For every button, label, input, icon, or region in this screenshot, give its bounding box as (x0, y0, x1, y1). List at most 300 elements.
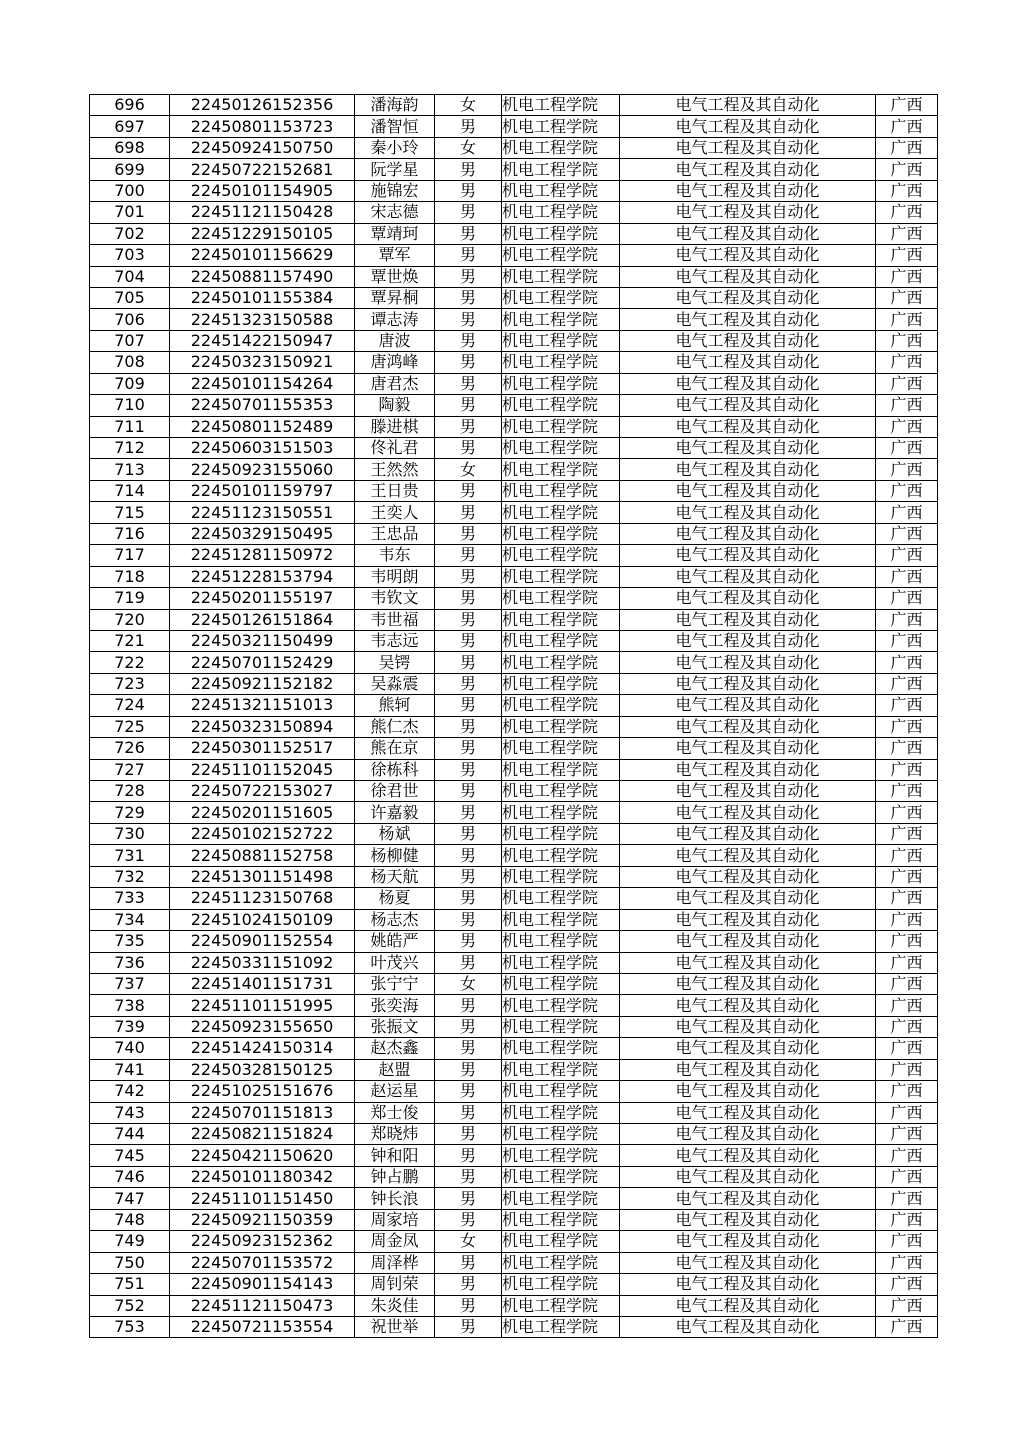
province-cell: 广西 (876, 823, 938, 844)
row-number-cell: 751 (90, 1274, 170, 1295)
table-row (90, 1102, 938, 1123)
student-name-cell: 周钊荣 (355, 1274, 435, 1295)
table-row (90, 1166, 938, 1187)
major-cell: 电气工程及其自动化 (620, 480, 876, 501)
province-cell: 广西 (876, 416, 938, 437)
gender-cell: 男 (435, 1038, 502, 1059)
student-name-cell: 佟礼君 (355, 438, 435, 459)
student-id-cell: 22450701151813 (170, 1102, 355, 1123)
college-cell: 机电工程学院 (502, 523, 620, 544)
student-id-cell: 22450881157490 (170, 266, 355, 287)
row-number-cell: 753 (90, 1316, 170, 1337)
row-number-cell: 711 (90, 416, 170, 437)
row-number-cell: 725 (90, 716, 170, 737)
gender-cell: 女 (435, 95, 502, 116)
major-cell: 电气工程及其自动化 (620, 1295, 876, 1316)
student-name-cell: 熊仁杰 (355, 716, 435, 737)
province-cell: 广西 (876, 309, 938, 330)
gender-cell: 男 (435, 1252, 502, 1273)
major-cell: 电气工程及其自动化 (620, 823, 876, 844)
row-number-cell: 745 (90, 1145, 170, 1166)
gender-cell: 男 (435, 1209, 502, 1230)
row-number-cell: 741 (90, 1059, 170, 1080)
student-name-cell: 张振文 (355, 1016, 435, 1037)
row-number-cell: 749 (90, 1231, 170, 1252)
table-row (90, 502, 938, 523)
student-id-cell: 22450201151605 (170, 802, 355, 823)
college-cell: 机电工程学院 (502, 609, 620, 630)
college-cell: 机电工程学院 (502, 223, 620, 244)
table-row (90, 1252, 938, 1273)
major-cell: 电气工程及其自动化 (620, 845, 876, 866)
gender-cell: 男 (435, 588, 502, 609)
major-cell: 电气工程及其自动化 (620, 459, 876, 480)
major-cell: 电气工程及其自动化 (620, 952, 876, 973)
table-row (90, 673, 938, 694)
student-name-cell: 宋志德 (355, 202, 435, 223)
college-cell: 机电工程学院 (502, 159, 620, 180)
major-cell: 电气工程及其自动化 (620, 1016, 876, 1037)
table-row (90, 995, 938, 1016)
table-row (90, 845, 938, 866)
college-cell: 机电工程学院 (502, 395, 620, 416)
student-id-cell: 22450821151824 (170, 1124, 355, 1145)
student-id-cell: 22451025151676 (170, 1081, 355, 1102)
gender-cell: 男 (435, 309, 502, 330)
college-cell: 机电工程学院 (502, 673, 620, 694)
major-cell: 电气工程及其自动化 (620, 223, 876, 244)
table-row (90, 1081, 938, 1102)
college-cell: 机电工程学院 (502, 180, 620, 201)
student-id-cell: 22451228153794 (170, 566, 355, 587)
student-name-cell: 杨志杰 (355, 909, 435, 930)
major-cell: 电气工程及其自动化 (620, 695, 876, 716)
table-row (90, 545, 938, 566)
gender-cell: 男 (435, 802, 502, 823)
row-number-cell: 733 (90, 888, 170, 909)
gender-cell: 男 (435, 566, 502, 587)
student-id-cell: 22450301152517 (170, 738, 355, 759)
student-name-cell: 吴锷 (355, 652, 435, 673)
province-cell: 广西 (876, 1231, 938, 1252)
province-cell: 广西 (876, 502, 938, 523)
college-cell: 机电工程学院 (502, 716, 620, 737)
province-cell: 广西 (876, 695, 938, 716)
table-row (90, 1274, 938, 1295)
gender-cell: 男 (435, 1316, 502, 1337)
college-cell: 机电工程学院 (502, 1188, 620, 1209)
major-cell: 电气工程及其自动化 (620, 588, 876, 609)
college-cell: 机电工程学院 (502, 502, 620, 523)
student-name-cell: 赵运星 (355, 1081, 435, 1102)
province-cell: 广西 (876, 652, 938, 673)
student-name-cell: 周金凤 (355, 1231, 435, 1252)
row-number-cell: 732 (90, 866, 170, 887)
student-name-cell: 王忠品 (355, 523, 435, 544)
college-cell: 机电工程学院 (502, 1166, 620, 1187)
major-cell: 电气工程及其自动化 (620, 1124, 876, 1145)
table-row (90, 738, 938, 759)
student-id-cell: 22450901152554 (170, 931, 355, 952)
row-number-cell: 730 (90, 823, 170, 844)
student-id-cell: 22450101159797 (170, 480, 355, 501)
student-id-cell: 22451321151013 (170, 695, 355, 716)
student-name-cell: 施锦宏 (355, 180, 435, 201)
student-id-cell: 22450722152681 (170, 159, 355, 180)
major-cell: 电气工程及其自动化 (620, 1274, 876, 1295)
gender-cell: 男 (435, 438, 502, 459)
table-row (90, 630, 938, 651)
college-cell: 机电工程学院 (502, 888, 620, 909)
row-number-cell: 734 (90, 909, 170, 930)
college-cell: 机电工程学院 (502, 459, 620, 480)
student-id-cell: 22451121150428 (170, 202, 355, 223)
student-name-cell: 陶毅 (355, 395, 435, 416)
major-cell: 电气工程及其自动化 (620, 1166, 876, 1187)
gender-cell: 男 (435, 630, 502, 651)
college-cell: 机电工程学院 (502, 845, 620, 866)
gender-cell: 男 (435, 287, 502, 308)
college-cell: 机电工程学院 (502, 866, 620, 887)
row-number-cell: 748 (90, 1209, 170, 1230)
major-cell: 电气工程及其自动化 (620, 738, 876, 759)
student-id-cell: 22451024150109 (170, 909, 355, 930)
row-number-cell: 736 (90, 952, 170, 973)
gender-cell: 男 (435, 1059, 502, 1080)
row-number-cell: 712 (90, 438, 170, 459)
major-cell: 电气工程及其自动化 (620, 802, 876, 823)
major-cell: 电气工程及其自动化 (620, 287, 876, 308)
student-name-cell: 王日贵 (355, 480, 435, 501)
province-cell: 广西 (876, 609, 938, 630)
row-number-cell: 704 (90, 266, 170, 287)
province-cell: 广西 (876, 1059, 938, 1080)
gender-cell: 男 (435, 523, 502, 544)
student-id-cell: 22451422150947 (170, 330, 355, 351)
student-name-cell: 徐栋科 (355, 759, 435, 780)
row-number-cell: 752 (90, 1295, 170, 1316)
major-cell: 电气工程及其自动化 (620, 373, 876, 394)
row-number-cell: 701 (90, 202, 170, 223)
student-name-cell: 祝世举 (355, 1316, 435, 1337)
student-id-cell: 22450801153723 (170, 116, 355, 137)
table-row (90, 1059, 938, 1080)
province-cell: 广西 (876, 995, 938, 1016)
student-id-cell: 22450603151503 (170, 438, 355, 459)
row-number-cell: 708 (90, 352, 170, 373)
student-id-cell: 22451424150314 (170, 1038, 355, 1059)
table-row (90, 330, 938, 351)
college-cell: 机电工程学院 (502, 438, 620, 459)
row-number-cell: 731 (90, 845, 170, 866)
college-cell: 机电工程学院 (502, 202, 620, 223)
table-row (90, 1209, 938, 1230)
major-cell: 电气工程及其自动化 (620, 1059, 876, 1080)
table-row (90, 1231, 938, 1252)
student-id-cell: 22450923155060 (170, 459, 355, 480)
row-number-cell: 737 (90, 973, 170, 994)
table-row (90, 95, 938, 116)
row-number-cell: 696 (90, 95, 170, 116)
province-cell: 广西 (876, 738, 938, 759)
table-row (90, 931, 938, 952)
major-cell: 电气工程及其自动化 (620, 159, 876, 180)
student-name-cell: 阮学星 (355, 159, 435, 180)
college-cell: 机电工程学院 (502, 952, 620, 973)
major-cell: 电气工程及其自动化 (620, 909, 876, 930)
table-row (90, 866, 938, 887)
gender-cell: 男 (435, 652, 502, 673)
gender-cell: 男 (435, 373, 502, 394)
table-row (90, 373, 938, 394)
college-cell: 机电工程学院 (502, 480, 620, 501)
college-cell: 机电工程学院 (502, 695, 620, 716)
gender-cell: 男 (435, 266, 502, 287)
student-name-cell: 钟占鹏 (355, 1166, 435, 1187)
province-cell: 广西 (876, 1081, 938, 1102)
college-cell: 机电工程学院 (502, 566, 620, 587)
college-cell: 机电工程学院 (502, 416, 620, 437)
row-number-cell: 699 (90, 159, 170, 180)
student-name-cell: 潘海韵 (355, 95, 435, 116)
college-cell: 机电工程学院 (502, 1274, 620, 1295)
table-row (90, 202, 938, 223)
roster-body (90, 95, 938, 1338)
row-number-cell: 743 (90, 1102, 170, 1123)
student-id-cell: 22450328150125 (170, 1059, 355, 1080)
row-number-cell: 700 (90, 180, 170, 201)
province-cell: 广西 (876, 759, 938, 780)
student-name-cell: 覃昇桐 (355, 287, 435, 308)
province-cell: 广西 (876, 480, 938, 501)
province-cell: 广西 (876, 459, 938, 480)
student-name-cell: 唐鸿峰 (355, 352, 435, 373)
row-number-cell: 717 (90, 545, 170, 566)
gender-cell: 男 (435, 738, 502, 759)
college-cell: 机电工程学院 (502, 588, 620, 609)
college-cell: 机电工程学院 (502, 973, 620, 994)
student-name-cell: 钟长浪 (355, 1188, 435, 1209)
table-row (90, 909, 938, 930)
table-row (90, 973, 938, 994)
table-row (90, 159, 938, 180)
row-number-cell: 746 (90, 1166, 170, 1187)
province-cell: 广西 (876, 159, 938, 180)
college-cell: 机电工程学院 (502, 1295, 620, 1316)
gender-cell: 女 (435, 459, 502, 480)
student-name-cell: 钟和阳 (355, 1145, 435, 1166)
row-number-cell: 713 (90, 459, 170, 480)
province-cell: 广西 (876, 1124, 938, 1145)
college-cell: 机电工程学院 (502, 1016, 620, 1037)
college-cell: 机电工程学院 (502, 759, 620, 780)
table-row (90, 352, 938, 373)
student-name-cell: 韦东 (355, 545, 435, 566)
table-row (90, 609, 938, 630)
gender-cell: 男 (435, 1166, 502, 1187)
province-cell: 广西 (876, 1145, 938, 1166)
student-id-cell: 22450921150359 (170, 1209, 355, 1230)
gender-cell: 男 (435, 330, 502, 351)
gender-cell: 男 (435, 995, 502, 1016)
table-row (90, 1124, 938, 1145)
student-name-cell: 周泽桦 (355, 1252, 435, 1273)
student-roster-table (89, 94, 938, 1338)
student-id-cell: 22450921152182 (170, 673, 355, 694)
row-number-cell: 739 (90, 1016, 170, 1037)
student-name-cell: 赵盟 (355, 1059, 435, 1080)
major-cell: 电气工程及其自动化 (620, 202, 876, 223)
table-row (90, 802, 938, 823)
province-cell: 广西 (876, 973, 938, 994)
province-cell: 广西 (876, 1252, 938, 1273)
college-cell: 机电工程学院 (502, 738, 620, 759)
student-name-cell: 滕进棋 (355, 416, 435, 437)
student-id-cell: 22450101156629 (170, 245, 355, 266)
row-number-cell: 724 (90, 695, 170, 716)
row-number-cell: 720 (90, 609, 170, 630)
student-name-cell: 杨斌 (355, 823, 435, 844)
province-cell: 广西 (876, 909, 938, 930)
gender-cell: 男 (435, 1124, 502, 1145)
row-number-cell: 721 (90, 630, 170, 651)
student-id-cell: 22451323150588 (170, 309, 355, 330)
table-row (90, 523, 938, 544)
major-cell: 电气工程及其自动化 (620, 1081, 876, 1102)
college-cell: 机电工程学院 (502, 931, 620, 952)
gender-cell: 男 (435, 845, 502, 866)
college-cell: 机电工程学院 (502, 1209, 620, 1230)
college-cell: 机电工程学院 (502, 330, 620, 351)
student-id-cell: 22451301151498 (170, 866, 355, 887)
student-id-cell: 22451281150972 (170, 545, 355, 566)
row-number-cell: 742 (90, 1081, 170, 1102)
row-number-cell: 738 (90, 995, 170, 1016)
student-name-cell: 吴淼震 (355, 673, 435, 694)
gender-cell: 男 (435, 823, 502, 844)
row-number-cell: 709 (90, 373, 170, 394)
province-cell: 广西 (876, 781, 938, 802)
college-cell: 机电工程学院 (502, 545, 620, 566)
college-cell: 机电工程学院 (502, 802, 620, 823)
college-cell: 机电工程学院 (502, 1081, 620, 1102)
table-row (90, 287, 938, 308)
province-cell: 广西 (876, 95, 938, 116)
student-name-cell: 韦明朗 (355, 566, 435, 587)
student-id-cell: 22450101154905 (170, 180, 355, 201)
college-cell: 机电工程学院 (502, 909, 620, 930)
gender-cell: 男 (435, 1102, 502, 1123)
major-cell: 电气工程及其自动化 (620, 95, 876, 116)
province-cell: 广西 (876, 716, 938, 737)
student-id-cell: 22451121150473 (170, 1295, 355, 1316)
student-id-cell: 22450924150750 (170, 137, 355, 158)
college-cell: 机电工程学院 (502, 266, 620, 287)
college-cell: 机电工程学院 (502, 1316, 620, 1337)
college-cell: 机电工程学院 (502, 652, 620, 673)
province-cell: 广西 (876, 287, 938, 308)
student-name-cell: 王然然 (355, 459, 435, 480)
province-cell: 广西 (876, 545, 938, 566)
gender-cell: 男 (435, 781, 502, 802)
major-cell: 电气工程及其自动化 (620, 416, 876, 437)
major-cell: 电气工程及其自动化 (620, 523, 876, 544)
row-number-cell: 747 (90, 1188, 170, 1209)
gender-cell: 男 (435, 1295, 502, 1316)
major-cell: 电气工程及其自动化 (620, 1316, 876, 1337)
student-name-cell: 王奕人 (355, 502, 435, 523)
row-number-cell: 744 (90, 1124, 170, 1145)
row-number-cell: 702 (90, 223, 170, 244)
gender-cell: 男 (435, 416, 502, 437)
student-name-cell: 杨夏 (355, 888, 435, 909)
student-id-cell: 22450323150921 (170, 352, 355, 373)
gender-cell: 男 (435, 116, 502, 137)
major-cell: 电气工程及其自动化 (620, 630, 876, 651)
student-name-cell: 熊轲 (355, 695, 435, 716)
province-cell: 广西 (876, 1016, 938, 1037)
student-id-cell: 22450721153554 (170, 1316, 355, 1337)
student-name-cell: 赵杰鑫 (355, 1038, 435, 1059)
table-row (90, 1295, 938, 1316)
table-row (90, 245, 938, 266)
gender-cell: 男 (435, 695, 502, 716)
major-cell: 电气工程及其自动化 (620, 673, 876, 694)
province-cell: 广西 (876, 1038, 938, 1059)
student-id-cell: 22450101155384 (170, 287, 355, 308)
table-row (90, 223, 938, 244)
province-cell: 广西 (876, 1295, 938, 1316)
major-cell: 电气工程及其自动化 (620, 566, 876, 587)
student-name-cell: 覃军 (355, 245, 435, 266)
student-id-cell: 22450331151092 (170, 952, 355, 973)
row-number-cell: 729 (90, 802, 170, 823)
college-cell: 机电工程学院 (502, 245, 620, 266)
college-cell: 机电工程学院 (502, 995, 620, 1016)
major-cell: 电气工程及其自动化 (620, 1188, 876, 1209)
major-cell: 电气工程及其自动化 (620, 180, 876, 201)
province-cell: 广西 (876, 566, 938, 587)
province-cell: 广西 (876, 1188, 938, 1209)
major-cell: 电气工程及其自动化 (620, 330, 876, 351)
student-id-cell: 22450201155197 (170, 588, 355, 609)
college-cell: 机电工程学院 (502, 1124, 620, 1145)
table-row (90, 116, 938, 137)
student-id-cell: 22451101151995 (170, 995, 355, 1016)
table-row (90, 1188, 938, 1209)
table-row (90, 952, 938, 973)
major-cell: 电气工程及其自动化 (620, 309, 876, 330)
row-number-cell: 722 (90, 652, 170, 673)
table-row (90, 480, 938, 501)
row-number-cell: 710 (90, 395, 170, 416)
province-cell: 广西 (876, 888, 938, 909)
student-name-cell: 秦小玲 (355, 137, 435, 158)
gender-cell: 男 (435, 759, 502, 780)
student-id-cell: 22451101152045 (170, 759, 355, 780)
table-row (90, 1016, 938, 1037)
row-number-cell: 703 (90, 245, 170, 266)
table-row (90, 266, 938, 287)
student-name-cell: 覃靖珂 (355, 223, 435, 244)
major-cell: 电气工程及其自动化 (620, 1145, 876, 1166)
major-cell: 电气工程及其自动化 (620, 245, 876, 266)
gender-cell: 男 (435, 888, 502, 909)
row-number-cell: 707 (90, 330, 170, 351)
student-name-cell: 郑士俊 (355, 1102, 435, 1123)
province-cell: 广西 (876, 202, 938, 223)
province-cell: 广西 (876, 137, 938, 158)
